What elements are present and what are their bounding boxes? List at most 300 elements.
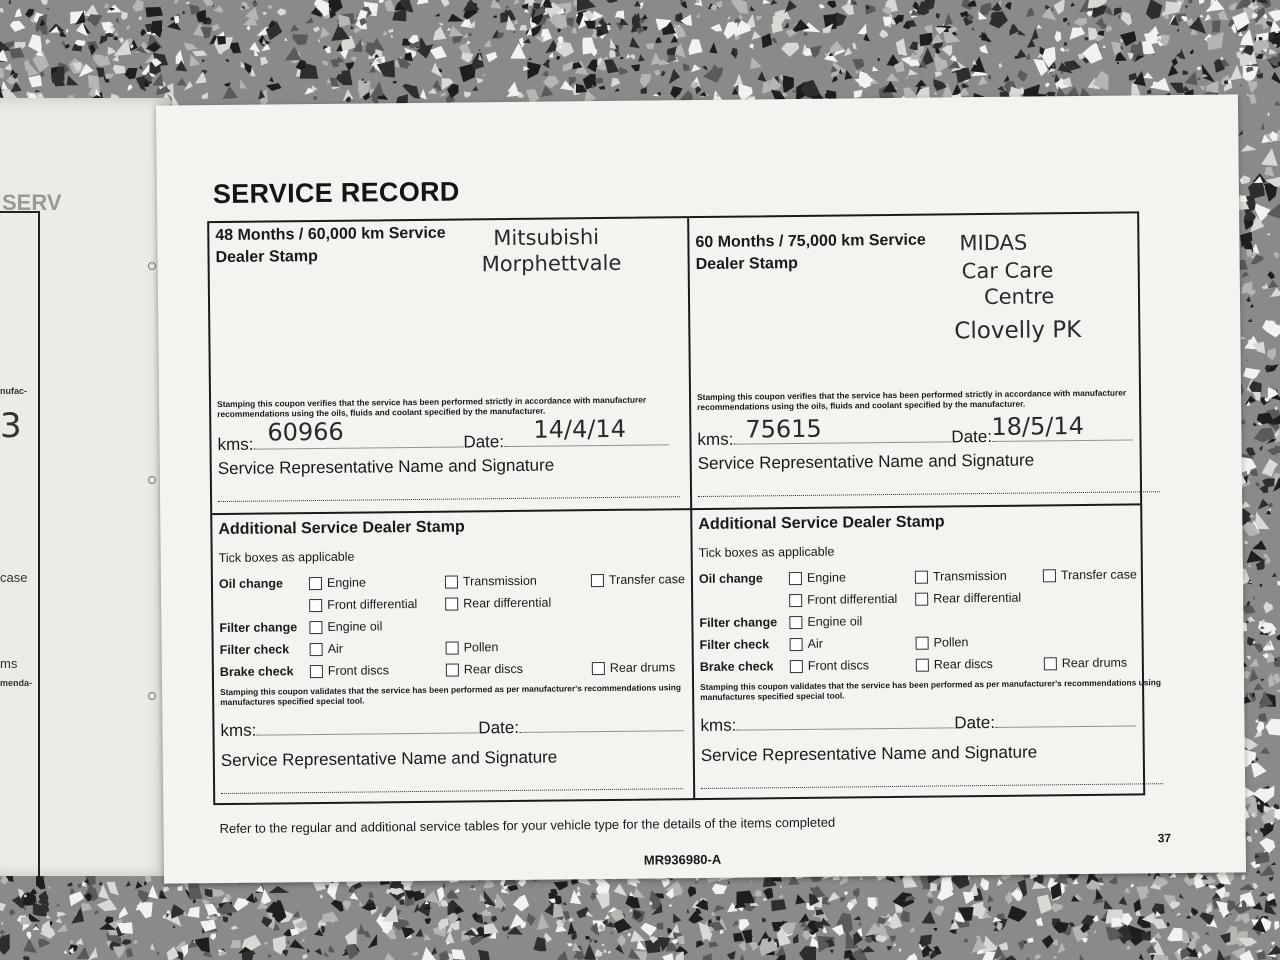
handwritten-dealer-line: MIDAS <box>959 230 1028 256</box>
dealer-stamp-label: Dealer Stamp <box>695 254 798 274</box>
granite-chip <box>1081 938 1087 943</box>
granite-chip <box>1238 32 1243 36</box>
granite-chip <box>1247 319 1253 322</box>
granite-chip <box>553 903 564 918</box>
granite-chip <box>941 45 952 56</box>
granite-chip <box>908 20 917 27</box>
granite-chip <box>534 937 547 952</box>
granite-chip <box>1240 85 1242 87</box>
granite-chip <box>601 943 605 945</box>
binding-stitch <box>148 262 156 270</box>
granite-chip <box>943 32 961 43</box>
granite-chip <box>930 883 937 892</box>
granite-chip <box>1253 683 1263 691</box>
checkbox-rear-differential[interactable]: Rear differential <box>915 591 1021 606</box>
granite-chip <box>134 940 138 944</box>
granite-chip <box>336 74 345 83</box>
granite-chip <box>1 922 3 925</box>
granite-chip <box>1253 596 1255 600</box>
granite-chip <box>1080 954 1087 960</box>
granite-chip <box>1124 887 1130 893</box>
checkbox-front-discs[interactable]: Front discs <box>310 663 389 678</box>
granite-chip <box>1255 719 1259 723</box>
granite-chip <box>1189 913 1192 915</box>
checkbox-engine-oil[interactable]: Engine oil <box>309 619 382 634</box>
granite-chip <box>138 16 142 21</box>
granite-chip <box>46 915 51 919</box>
checkbox-pollen[interactable]: Pollen <box>446 640 499 655</box>
granite-chip <box>1269 876 1274 881</box>
granite-chip <box>331 900 344 912</box>
granite-chip <box>1109 876 1118 885</box>
checkbox-rear-drums[interactable]: Rear drums <box>592 660 675 675</box>
binding-stitch <box>148 692 156 700</box>
granite-chip <box>728 881 731 884</box>
granite-chip <box>1127 945 1132 950</box>
granite-chip <box>1271 862 1277 865</box>
granite-chip <box>57 912 66 917</box>
granite-chip <box>318 39 320 43</box>
granite-chip <box>23 907 26 911</box>
granite-chip <box>908 69 918 75</box>
granite-chip <box>193 899 197 904</box>
checkbox-front-differential[interactable]: Front differential <box>309 597 417 612</box>
granite-chip <box>1031 28 1039 41</box>
granite-chip <box>95 910 99 914</box>
granite-chip <box>687 909 689 913</box>
granite-chip <box>933 928 937 932</box>
granite-chip <box>190 54 201 66</box>
granite-chip <box>1064 42 1068 46</box>
granite-chip <box>712 884 727 895</box>
signature-field[interactable] <box>698 491 1160 497</box>
granite-chip <box>223 916 228 922</box>
granite-chip <box>858 24 867 35</box>
granite-chip <box>1256 757 1259 761</box>
granite-chip <box>507 935 510 939</box>
granite-chip <box>749 942 759 951</box>
checkbox-pollen[interactable]: Pollen <box>916 635 969 650</box>
row-label-oil-change: Oil change <box>218 576 283 592</box>
granite-chip <box>799 946 816 960</box>
granite-chip <box>1251 763 1267 778</box>
granite-chip <box>217 36 226 45</box>
granite-chip <box>292 34 308 45</box>
granite-chip <box>345 62 354 71</box>
granite-chip <box>1253 422 1257 426</box>
checkbox-transmission[interactable]: Transmission <box>445 574 537 589</box>
granite-chip <box>57 924 68 933</box>
granite-chip <box>1069 922 1075 927</box>
granite-chip <box>36 876 46 890</box>
granite-chip <box>859 922 862 926</box>
granite-chip <box>126 948 133 958</box>
granite-chip <box>133 0 144 12</box>
granite-chip <box>727 16 730 20</box>
granite-chip <box>925 25 933 34</box>
granite-chip <box>709 942 719 948</box>
granite-chip <box>781 43 799 57</box>
granite-chip <box>62 40 66 45</box>
granite-chip <box>641 87 647 94</box>
granite-chip <box>342 900 351 911</box>
granite-chip <box>1202 64 1216 83</box>
granite-chip <box>388 29 393 33</box>
granite-chip <box>1146 0 1162 19</box>
signature-field[interactable] <box>218 496 680 502</box>
granite-chip <box>369 62 372 65</box>
granite-chip <box>126 25 130 30</box>
granite-chip <box>823 927 827 934</box>
granite-chip <box>358 924 366 935</box>
handwritten-date: 18/5/14 <box>991 411 1085 441</box>
granite-chip <box>740 954 745 960</box>
granite-chip <box>1197 67 1202 71</box>
page-number: 37 <box>1157 831 1172 846</box>
granite-chip <box>493 16 497 19</box>
granite-chip <box>1094 930 1097 934</box>
page-title: SERVICE RECORD <box>212 176 460 210</box>
granite-chip <box>1239 195 1248 202</box>
granite-chip <box>156 952 159 955</box>
row-label-filter-check: Filter check <box>699 637 770 653</box>
checkbox-air[interactable]: Air <box>790 637 823 651</box>
granite-chip <box>853 916 861 920</box>
granite-chip <box>528 57 532 60</box>
granite-chip <box>1066 49 1070 53</box>
granite-chip <box>712 912 716 916</box>
granite-chip <box>30 888 37 894</box>
granite-chip <box>770 0 777 5</box>
checkbox-air[interactable]: Air <box>310 642 343 656</box>
granite-chip <box>783 75 794 93</box>
granite-chip <box>1258 499 1269 510</box>
granite-chip <box>254 896 258 903</box>
granite-chip <box>262 12 267 16</box>
granite-chip <box>127 84 132 91</box>
granite-chip <box>527 913 536 926</box>
granite-chip <box>321 912 339 923</box>
granite-chip <box>832 924 844 936</box>
checkbox-front-differential[interactable]: Front differential <box>789 592 897 607</box>
granite-chip <box>46 39 51 44</box>
granite-chip <box>115 31 119 37</box>
granite-chip <box>695 881 698 883</box>
granite-chip <box>830 949 834 953</box>
granite-chip <box>896 38 907 56</box>
granite-chip <box>1119 896 1128 905</box>
kms-date-line <box>700 711 1162 736</box>
row-label-filter-check: Filter check <box>219 642 290 658</box>
granite-chip <box>46 7 49 10</box>
granite-chip <box>1063 77 1072 86</box>
granite-chip <box>739 941 747 951</box>
granite-chip <box>0 68 4 78</box>
granite-chip <box>424 934 431 941</box>
granite-chip <box>112 55 118 62</box>
signature-field[interactable] <box>221 788 683 794</box>
granite-chip <box>210 933 216 940</box>
granite-chip <box>1255 852 1270 865</box>
granite-chip <box>307 949 310 953</box>
granite-chip <box>100 36 108 45</box>
granite-chip <box>1147 26 1159 35</box>
granite-chip <box>796 894 806 904</box>
granite-chip <box>1261 124 1264 130</box>
granite-chip <box>1264 167 1274 177</box>
granite-chip <box>173 925 176 928</box>
granite-chip <box>980 878 989 891</box>
checkbox-rear-drums[interactable]: Rear drums <box>1044 656 1127 671</box>
granite-chip <box>0 8 4 13</box>
granite-chip <box>793 934 799 944</box>
granite-chip <box>629 892 634 897</box>
additional-heading: Additional Service Dealer Stamp <box>698 513 945 534</box>
granite-chip <box>1259 838 1275 854</box>
granite-chip <box>899 949 902 953</box>
granite-chip <box>927 891 934 897</box>
granite-chip <box>1070 3 1075 7</box>
granite-chip <box>853 888 860 898</box>
granite-chip <box>852 59 865 70</box>
granite-chip <box>1247 637 1255 646</box>
granite-chip <box>860 946 875 953</box>
granite-chip <box>784 0 797 13</box>
row-label-brake-check: Brake check <box>699 659 774 675</box>
granite-chip <box>0 903 6 912</box>
granite-chip <box>1271 942 1275 946</box>
granite-chip <box>267 954 272 958</box>
date-field[interactable] <box>995 711 1135 727</box>
granite-chip <box>269 77 274 83</box>
granite-chip <box>177 885 183 891</box>
granite-chip <box>709 42 717 53</box>
granite-chip <box>669 905 672 908</box>
granite-chip <box>750 57 762 69</box>
granite-chip <box>225 59 230 62</box>
granite-chip <box>604 59 619 73</box>
checkbox-rear-discs[interactable]: Rear discs <box>916 657 993 672</box>
service-heading: 48 Months / 60,000 km Service <box>215 224 446 245</box>
granite-chip <box>449 26 463 37</box>
granite-chip <box>696 13 700 18</box>
granite-chip <box>162 914 166 919</box>
checkbox-rear-differential[interactable]: Rear differential <box>445 596 551 611</box>
kms-label: kms: <box>697 429 734 450</box>
granite-chip <box>1169 873 1171 876</box>
granite-chip <box>301 938 306 941</box>
granite-chip <box>268 5 273 9</box>
granite-chip <box>113 65 126 74</box>
granite-chip <box>38 939 51 948</box>
granite-chip <box>1070 28 1086 40</box>
granite-chip <box>421 888 426 893</box>
granite-chip <box>1238 130 1243 136</box>
granite-chip <box>999 63 1003 69</box>
checkbox-transfer-case[interactable]: Transfer case <box>591 572 685 587</box>
granite-chip <box>1129 73 1137 81</box>
granite-chip <box>4 63 12 71</box>
granite-chip <box>48 886 51 889</box>
granite-chip <box>935 72 942 77</box>
granite-chip <box>15 8 22 17</box>
granite-chip <box>1224 892 1231 898</box>
granite-chip <box>439 23 444 26</box>
kms-field[interactable] <box>736 713 954 730</box>
granite-chip <box>940 877 953 891</box>
granite-chip <box>174 0 179 4</box>
granite-chip <box>976 936 982 939</box>
granite-chip <box>1177 28 1180 31</box>
validation-text: Stamping this coupon validates that the service has been performed as per manufacturer's recommendations using manufactures specified special tool. <box>220 682 682 708</box>
granite-chip <box>148 885 158 899</box>
granite-chip <box>1118 15 1120 19</box>
granite-chip <box>1078 54 1084 60</box>
granite-chip <box>1202 944 1212 955</box>
granite-chip <box>384 0 395 11</box>
granite-chip <box>568 921 576 935</box>
granite-chip <box>478 49 481 52</box>
granite-chip <box>1260 747 1270 754</box>
checkbox-rear-discs[interactable]: Rear discs <box>446 662 523 677</box>
handwritten-dealer-line: Mitsubishi <box>493 225 600 251</box>
granite-chip <box>490 0 501 9</box>
granite-chip <box>670 86 682 98</box>
granite-chip <box>627 932 631 937</box>
granite-chip <box>556 56 561 60</box>
granite-chip <box>844 47 852 56</box>
granite-chip <box>145 7 163 17</box>
granite-chip <box>527 62 541 79</box>
granite-chip <box>762 918 766 923</box>
granite-chip <box>1036 917 1044 925</box>
granite-chip <box>695 908 702 915</box>
granite-chip <box>1267 348 1276 361</box>
granite-chip <box>455 889 460 893</box>
granite-chip <box>1004 75 1010 82</box>
granite-chip <box>1270 288 1280 298</box>
granite-chip <box>711 64 721 71</box>
granite-chip <box>1218 10 1228 20</box>
left-page-table-edge <box>0 211 40 876</box>
granite-chip <box>752 31 761 40</box>
granite-chip <box>675 946 687 952</box>
granite-chip <box>448 14 464 22</box>
granite-chip <box>605 914 610 919</box>
checkbox-engine-oil[interactable]: Engine oil <box>789 614 862 629</box>
granite-chip <box>732 0 749 14</box>
granite-chip <box>1149 78 1170 92</box>
granite-chip <box>1042 7 1057 20</box>
granite-chip <box>814 885 826 898</box>
granite-chip <box>185 2 190 5</box>
granite-chip <box>315 948 323 955</box>
granite-chip <box>126 881 131 887</box>
granite-chip <box>1255 829 1258 832</box>
signature-field[interactable] <box>701 783 1163 789</box>
granite-chip <box>351 57 357 61</box>
granite-chip <box>655 37 662 43</box>
granite-chip <box>369 892 374 898</box>
granite-chip <box>1241 337 1246 339</box>
granite-chip <box>673 885 682 897</box>
granite-chip <box>1176 912 1181 916</box>
granite-chip <box>1205 931 1210 935</box>
granite-chip <box>1252 540 1267 550</box>
left-page <box>0 98 170 876</box>
granite-chip <box>567 943 573 946</box>
granite-chip <box>852 43 857 49</box>
granite-chip <box>260 57 268 66</box>
granite-chip <box>320 27 330 38</box>
granite-chip <box>96 67 105 77</box>
granite-chip <box>1103 46 1106 49</box>
granite-chip <box>439 92 447 97</box>
granite-chip <box>1037 24 1042 28</box>
granite-chip <box>484 40 491 47</box>
date-field[interactable] <box>519 716 683 733</box>
granite-chip <box>1052 903 1064 912</box>
granite-chip <box>872 66 878 71</box>
rep-signature-label: Service Representative Name and Signature <box>220 747 558 771</box>
granite-chip <box>328 945 335 953</box>
granite-chip <box>819 4 825 9</box>
granite-chip <box>1242 875 1246 881</box>
granite-chip <box>970 56 985 72</box>
checkbox-transfer-case[interactable]: Transfer case <box>1043 567 1137 582</box>
granite-chip <box>979 45 988 54</box>
checkbox-front-discs[interactable]: Front discs <box>790 658 869 673</box>
date-label: Date: <box>478 717 520 738</box>
granite-chip <box>487 39 489 43</box>
granite-chip <box>469 936 483 946</box>
granite-chip <box>909 42 918 51</box>
granite-chip <box>205 904 219 916</box>
checkbox-transmission[interactable]: Transmission <box>915 569 1007 584</box>
granite-chip <box>467 40 471 44</box>
granite-chip <box>176 78 187 86</box>
granite-chip <box>9 47 24 58</box>
granite-chip <box>472 53 484 71</box>
checkbox-engine[interactable]: Engine <box>789 570 846 585</box>
granite-chip <box>121 11 128 20</box>
left-page-fragment: menda- <box>0 678 33 688</box>
kms-field[interactable] <box>256 718 478 735</box>
granite-chip <box>661 71 666 76</box>
granite-chip <box>1182 70 1188 75</box>
granite-chip <box>856 70 859 74</box>
granite-chip <box>9 910 15 916</box>
granite-chip <box>854 90 863 99</box>
granite-chip <box>1243 368 1261 380</box>
checkbox-engine[interactable]: Engine <box>309 576 366 591</box>
rep-signature-label: Service Representative Name and Signature <box>697 450 1035 474</box>
granite-chip <box>176 50 184 64</box>
granite-chip <box>1230 65 1242 81</box>
left-page-fragment: SERV <box>2 190 62 215</box>
granite-chip <box>1199 0 1205 5</box>
granite-chip <box>640 74 651 88</box>
granite-chip <box>463 0 480 11</box>
granite-chip <box>640 923 657 936</box>
granite-chip <box>424 918 431 924</box>
granite-chip <box>669 69 680 84</box>
granite-chip <box>113 946 126 958</box>
granite-chip <box>461 52 473 62</box>
granite-chip <box>1054 0 1065 15</box>
granite-chip <box>1244 541 1247 545</box>
granite-chip <box>391 35 394 38</box>
